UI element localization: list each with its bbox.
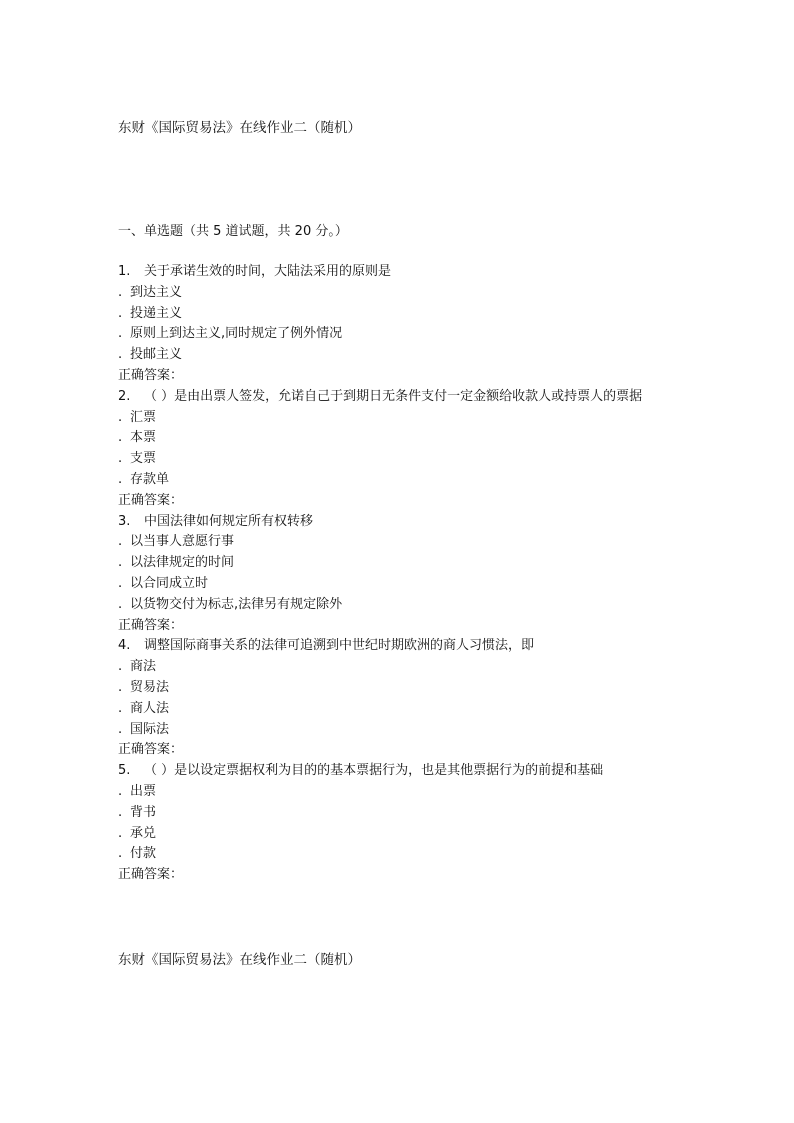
- option-text: 付款: [130, 846, 157, 862]
- section-heading: 一、单选题（共 5 道试题，共 20 分。）: [118, 224, 348, 239]
- question-number: 4.: [118, 638, 131, 654]
- question-4-answer-label: 正确答案：: [118, 742, 184, 758]
- option-marker: .: [118, 575, 123, 591]
- question-5-option-1: [118, 782, 718, 803]
- question-2-option-3: [118, 449, 718, 470]
- question-2-stem: [118, 387, 718, 408]
- question-2-option-2: [118, 428, 718, 449]
- option-text: 支票: [130, 451, 157, 467]
- question-1-option-4: [118, 345, 718, 366]
- document-title: 东财《国际贸易法》在线作业二（随机）: [118, 120, 361, 136]
- question-4-stem: [118, 636, 718, 657]
- question-number: 2.: [118, 388, 131, 404]
- question-5-option-3: [118, 824, 718, 845]
- question-4-option-3: [118, 699, 718, 720]
- option-marker: .: [118, 409, 123, 425]
- option-text: 以当事人意愿行事: [130, 534, 235, 550]
- option-marker: .: [118, 804, 123, 820]
- question-1-stem: [118, 262, 718, 283]
- option-text: 以法律规定的时间: [130, 555, 235, 571]
- option-marker: .: [118, 721, 123, 737]
- question-text: 中国法律如何规定所有权转移: [144, 513, 314, 529]
- option-marker: .: [118, 305, 123, 321]
- question-text: （ ）是以设定票据权利为目的的基本票据行为，也是其他票据行为的前提和基础: [144, 763, 604, 779]
- option-marker: .: [118, 659, 123, 675]
- option-text: 出票: [130, 783, 157, 799]
- question-list: [118, 262, 718, 886]
- question-3-option-4: [118, 595, 718, 616]
- question-1-option-3: [118, 324, 718, 345]
- question-3-stem: [118, 512, 718, 533]
- question-3-option-3: [118, 574, 718, 595]
- question-3-option-2: [118, 553, 718, 574]
- option-text: 商人法: [130, 700, 170, 716]
- question-5-stem: [118, 761, 718, 782]
- question-5-option-4: [118, 844, 718, 865]
- question-number: 3.: [118, 513, 131, 529]
- option-text: 本票: [130, 430, 157, 446]
- option-marker: .: [118, 326, 123, 342]
- option-marker: .: [118, 700, 123, 716]
- option-text: 背书: [130, 804, 157, 820]
- question-text: 调整国际商事关系的法律可追溯到中世纪时期欧洲的商人习惯法，即: [144, 638, 535, 654]
- question-4-option-4: [118, 720, 718, 741]
- option-text: 到达主义: [130, 284, 183, 300]
- question-1-option-1: [118, 283, 718, 304]
- option-marker: .: [118, 471, 123, 487]
- question-5-option-2: [118, 803, 718, 824]
- option-text: 承兑: [130, 825, 157, 841]
- option-marker: .: [118, 284, 123, 300]
- question-3-option-1: [118, 532, 718, 553]
- option-text: 汇票: [130, 409, 157, 425]
- question-number: 5.: [118, 763, 131, 779]
- question-2-option-1: [118, 408, 718, 429]
- option-marker: .: [118, 825, 123, 841]
- option-text: 存款单: [130, 471, 170, 487]
- question-number: 1.: [118, 264, 131, 279]
- question-1-answer-label: 正确答案：: [118, 367, 184, 383]
- question-4-option-1: [118, 657, 718, 678]
- option-marker: .: [118, 679, 123, 695]
- question-1-option-2: [118, 304, 718, 325]
- question-2-answer-label: 正确答案：: [118, 492, 184, 508]
- question-text: 关于承诺生效的时间，大陆法采用的原则是: [144, 264, 392, 279]
- footer-title: 东财《国际贸易法》在线作业二（随机）: [118, 952, 361, 968]
- option-text: 国际法: [130, 721, 170, 737]
- question-2-option-4: [118, 470, 718, 491]
- option-marker: .: [118, 347, 123, 363]
- question-4-option-2: [118, 678, 718, 699]
- option-text: 以货物交付为标志,法律另有规定除外: [130, 596, 343, 612]
- question-5-answer-label: 正确答案：: [118, 867, 184, 883]
- option-text: 投递主义: [130, 305, 183, 321]
- question-3-answer-label: 正确答案：: [118, 617, 184, 633]
- option-text: 原则上到达主义,同时规定了例外情况: [130, 326, 343, 342]
- option-marker: .: [118, 596, 123, 612]
- option-marker: .: [118, 846, 123, 862]
- option-marker: .: [118, 555, 123, 571]
- option-text: 商法: [130, 659, 157, 675]
- question-text: （ ）是由出票人签发，允诺自己于到期日无条件支付一定金额给收款人或持票人的票据: [144, 388, 643, 404]
- option-marker: .: [118, 451, 123, 467]
- option-marker: .: [118, 783, 123, 799]
- option-marker: .: [118, 430, 123, 446]
- option-text: 以合同成立时: [130, 575, 209, 591]
- option-text: 投邮主义: [130, 347, 183, 363]
- option-marker: .: [118, 534, 123, 550]
- option-text: 贸易法: [130, 679, 170, 695]
